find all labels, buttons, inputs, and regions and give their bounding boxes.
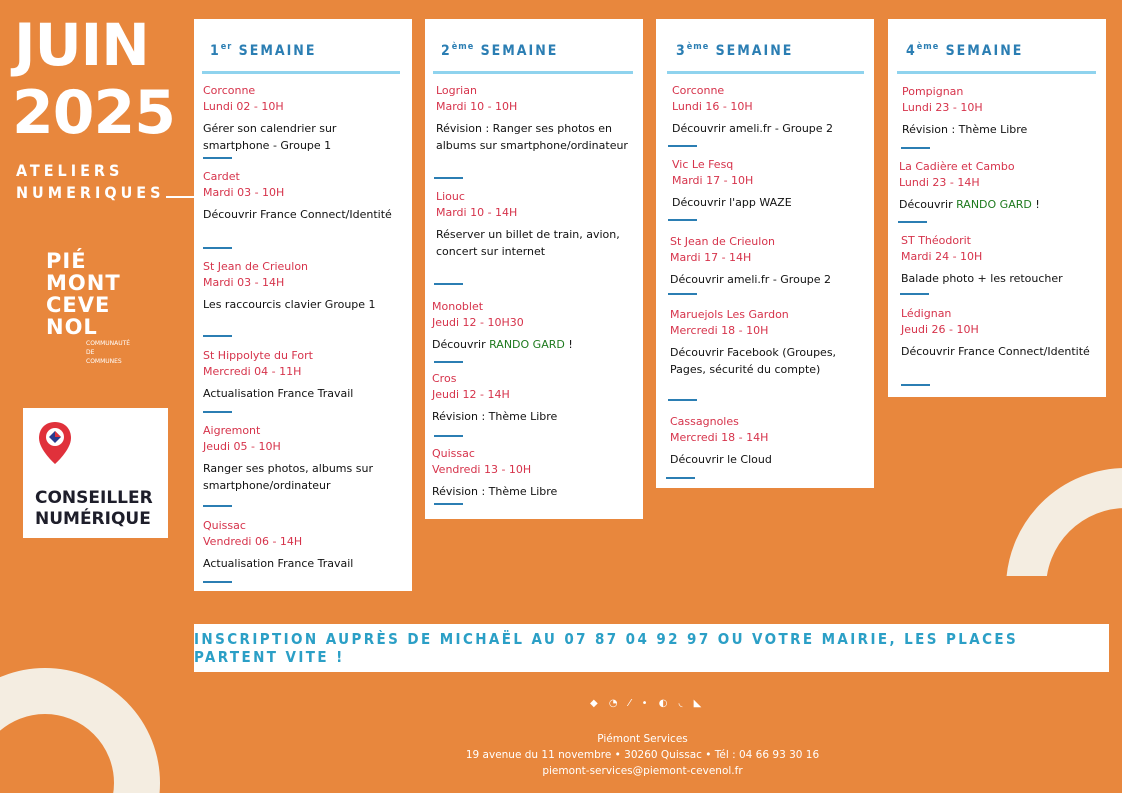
logo-line-4: NOL [46, 315, 98, 339]
workshop-date: Mardi 24 - 10H [901, 250, 983, 263]
week-number: 1 [210, 43, 221, 59]
workshop-item [902, 84, 1092, 139]
workshop-item [670, 234, 860, 289]
workshop-item [203, 83, 398, 154]
item-divider [434, 361, 463, 363]
workshop-date: Mercredi 18 - 10H [670, 324, 769, 337]
registration-banner: INSCRIPTION AUPRÈS DE MICHAËL AU 07 87 04 92 97 OU VOTRE MAIRIE, LES PLACES PARTENT VITE ! [194, 624, 1109, 672]
workshop-item [901, 233, 1092, 288]
workshop-description: Découvrir le Cloud [670, 453, 772, 466]
workshop-description: Découvrir l'app WAZE [672, 196, 792, 209]
week-number: 2 [441, 43, 452, 59]
workshop-item [432, 446, 629, 501]
item-divider [668, 399, 697, 401]
workshop-date: Lundi 02 - 10H [203, 100, 284, 113]
item-divider [203, 411, 232, 413]
logo-line-3: CEVE [46, 293, 111, 317]
workshop-item [672, 157, 860, 212]
week-label: SEMAINE [939, 43, 1024, 59]
workshop-description: Révision : Thème Libre [432, 410, 558, 423]
workshop-description: Révision : Thème Libre [902, 123, 1028, 136]
week-card-1 [194, 19, 412, 591]
workshop-place: St Hippolyte du Fort [203, 349, 313, 362]
workshop-description: Réserver un billet de train, avion, concert sur internet [436, 228, 620, 258]
workshop-date: Jeudi 12 - 14H [432, 388, 510, 401]
conseiller-numerique-logo [23, 408, 168, 538]
subtitle-line1: ATELIERS [16, 161, 124, 180]
workshop-date: Vendredi 06 - 14H [203, 535, 303, 548]
workshop-date: Lundi 23 - 10H [902, 101, 983, 114]
workshop-description: Gérer son calendrier sur smartphone - Groupe 1 [203, 122, 337, 152]
item-divider [434, 435, 463, 437]
workshop-item [203, 518, 398, 573]
workshop-place: La Cadière et Cambo [899, 160, 1015, 173]
week-heading [441, 42, 643, 59]
workshop-place: Lédignan [901, 307, 952, 320]
logo-line-2: MONT [46, 271, 121, 295]
heading-rule [667, 71, 864, 74]
workshop-description: Actualisation France Travail [203, 557, 354, 570]
workshop-description: Balade photo + les retoucher [901, 272, 1063, 285]
workshop-description: Découvrir ameli.fr - Groupe 2 [670, 273, 832, 286]
workshop-place: Logrian [436, 84, 477, 97]
week-card-2 [425, 19, 643, 519]
workshop-item [432, 299, 629, 354]
item-divider [668, 293, 697, 295]
title-year: 2025 [12, 78, 175, 148]
week-label: SEMAINE [709, 43, 794, 59]
workshop-description: Actualisation France Travail [203, 387, 354, 400]
workshop-item [901, 306, 1092, 361]
footer [0, 731, 1122, 779]
workshop-date: Jeudi 05 - 10H [203, 440, 281, 453]
workshop-date: Mardi 03 - 14H [203, 276, 285, 289]
workshop-date: Mardi 10 - 14H [436, 206, 518, 219]
workshop-description: Découvrir RANDO GARD ! [432, 338, 573, 351]
week-ordinal: ème [686, 42, 710, 52]
subtitle-underline [166, 196, 194, 198]
week-card-3 [656, 19, 874, 488]
logo-sub-1: COMMUNAUTÉ [86, 340, 131, 347]
item-divider [203, 581, 232, 583]
heading-rule [897, 71, 1096, 74]
item-divider [666, 477, 695, 479]
cn-line2: NUMÉRIQUE [35, 509, 151, 529]
workshop-place: Cros [432, 372, 457, 385]
week-card-4 [888, 19, 1106, 397]
cn-line1: CONSEILLER [35, 488, 153, 508]
workshop-description: Découvrir RANDO GARD ! [899, 198, 1040, 211]
workshop-date: Mardi 10 - 10H [436, 100, 518, 113]
item-divider [203, 335, 232, 337]
workshop-place: Liouc [436, 190, 465, 203]
logo-sub-3: COMMUNES [86, 358, 122, 365]
workshop-date: Lundi 16 - 10H [672, 100, 753, 113]
workshop-description: Ranger ses photos, albums sur smartphone/ordinateur [203, 462, 373, 492]
footer-email: piemont-services@piemont-cevenol.fr [542, 765, 743, 777]
week-ordinal: ème [451, 42, 475, 52]
item-divider [901, 147, 930, 149]
heading-rule [202, 71, 400, 74]
heading-rule [433, 71, 633, 74]
workshop-item [432, 371, 629, 426]
workshop-date: Jeudi 26 - 10H [901, 323, 979, 336]
workshop-place: Maruejols Les Gardon [670, 308, 789, 321]
workshop-date: Lundi 23 - 14H [899, 176, 980, 189]
workshop-item [203, 348, 398, 403]
workshop-description: Les raccourcis clavier Groupe 1 [203, 298, 376, 311]
week-ordinal: er [220, 42, 233, 52]
workshop-place: Pompignan [902, 85, 964, 98]
footer-brand-icon: ◆ ◔ ⁄ • ◐ ◟ ◣ [590, 698, 706, 709]
item-divider [203, 157, 232, 159]
footer-address: 19 avenue du 11 novembre • 30260 Quissac • Tél : 04 66 93 30 16 [465, 749, 820, 761]
workshop-description: Découvrir Facebook (Groupes, Pages, sécurité du compte) [670, 346, 837, 376]
week-label: SEMAINE [474, 43, 559, 59]
workshop-description: Révision : Ranger ses photos en albums sur smartphone/ordinateur [436, 122, 628, 152]
item-divider [434, 503, 463, 505]
subtitle [16, 160, 194, 204]
logo-line-1: PIÉ [46, 249, 87, 273]
item-divider [901, 384, 930, 386]
title-month: JUIN [14, 11, 149, 79]
workshop-item [672, 83, 860, 138]
workshop-item [670, 414, 860, 469]
workshop-description: Découvrir ameli.fr - Groupe 2 [672, 122, 834, 135]
item-divider [898, 221, 927, 223]
workshop-date: Mardi 17 - 10H [672, 174, 754, 187]
rando-gard-highlight: RANDO GARD [489, 338, 565, 351]
workshop-date: Mercredi 04 - 11H [203, 365, 302, 378]
workshop-place: Cardet [203, 170, 240, 183]
workshop-place: Vic Le Fesq [672, 158, 734, 171]
map-pin-icon [37, 420, 73, 482]
week-heading [906, 42, 1106, 59]
workshop-description: Découvrir France Connect/Identité [901, 345, 1090, 358]
workshop-date: Mardi 17 - 14H [670, 251, 752, 264]
workshop-item [899, 159, 1092, 214]
workshop-item [203, 169, 398, 224]
item-divider [668, 145, 697, 147]
subtitle-line2: NUMERIQUES [16, 183, 165, 202]
workshop-date: Mardi 03 - 10H [203, 186, 285, 199]
workshop-description: Découvrir France Connect/Identité [203, 208, 392, 221]
workshop-place: St Jean de Crieulon [203, 260, 309, 273]
piemont-cevenol-logo [46, 250, 156, 370]
workshop-date: Mercredi 18 - 14H [670, 431, 769, 444]
workshop-item [670, 307, 860, 378]
logo-sub-2: DE [86, 349, 95, 356]
workshop-place: ST Théodorit [901, 234, 971, 247]
week-ordinal: ème [916, 42, 940, 52]
item-divider [668, 219, 697, 221]
item-divider [203, 247, 232, 249]
item-divider [434, 283, 463, 285]
workshop-place: Cassagnoles [670, 415, 739, 428]
workshop-item [203, 259, 398, 314]
decorative-ring-right [1006, 468, 1122, 708]
workshop-description: Révision : Thème Libre [432, 485, 558, 498]
workshop-place: Corconne [203, 84, 256, 97]
workshop-item [203, 423, 398, 494]
week-number: 4 [906, 43, 917, 59]
workshop-place: St Jean de Crieulon [670, 235, 776, 248]
week-number: 3 [676, 43, 687, 59]
workshop-place: Monoblet [432, 300, 484, 313]
week-label: SEMAINE [232, 43, 317, 59]
workshop-place: Quissac [432, 447, 475, 460]
workshop-place: Aigremont [203, 424, 261, 437]
item-divider [900, 293, 929, 295]
workshop-item [436, 83, 629, 154]
item-divider [434, 177, 463, 179]
workshop-place: Quissac [203, 519, 246, 532]
week-heading [210, 42, 412, 59]
workshop-date: Jeudi 12 - 10H30 [432, 316, 524, 329]
workshop-place: Corconne [672, 84, 725, 97]
rando-gard-highlight: RANDO GARD [956, 198, 1032, 211]
item-divider [203, 505, 232, 507]
workshop-item [436, 189, 629, 260]
footer-org: Piémont Services [597, 733, 688, 745]
workshop-date: Vendredi 13 - 10H [432, 463, 532, 476]
week-heading [676, 42, 874, 59]
